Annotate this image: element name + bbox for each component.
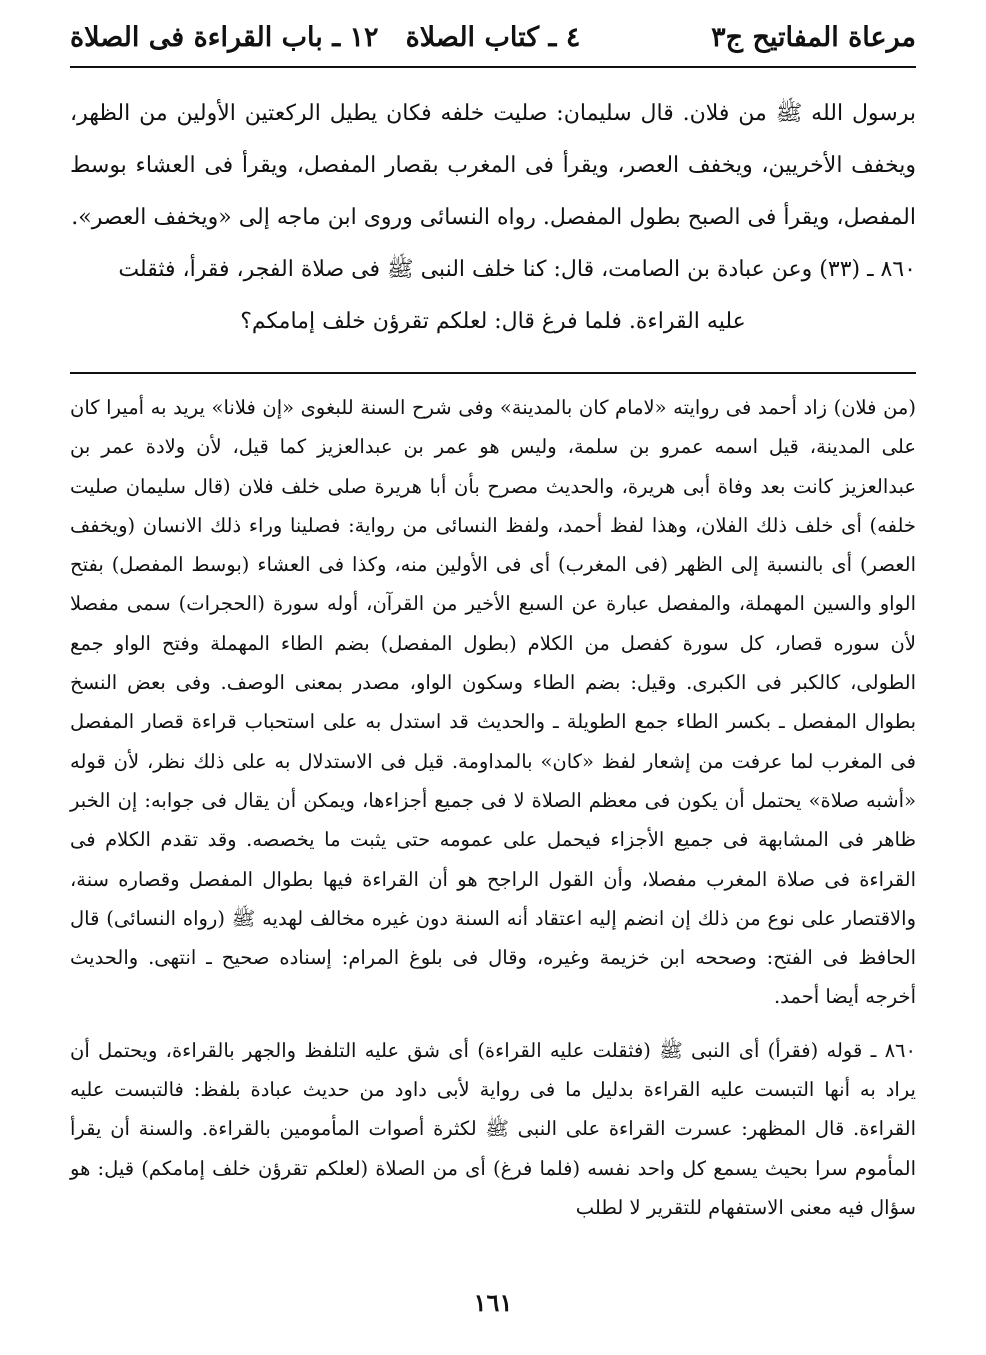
header-rule (70, 66, 916, 68)
header-chapter: ١٢ ـ باب القراءة فى الصلاة (70, 22, 379, 53)
commentary-paragraph-860: ٨٦٠ ـ قوله (فقرأ) أى النبى ﷺ (فثقلت عليه القراءة) أى شق عليه التلفظ والجهر بالقراءة، ويحتمل أن يراد به أنها التبست عليه القراءة بدليل ما فى رواية لأبى داود من حديث عبادة بلفظ: فالتبست عليه القراءة. قال المظهر: عسرت القراءة على النبى ﷺ لكثرة أصوات المأمومين بالقراءة. والسنة أن يقرأ المأموم سرا بحيث يسمع كل واحد نفسه (فلما فرغ) أى من الصلاة (لعلكم تقرؤن خلف إمامكم) قيل: هو سؤال فيه معنى الاستفهام للتقرير لا لطلب (70, 1038, 916, 1219)
hadith-860-paragraph: ٨٦٠ ـ (٣٣) وعن عبادة بن الصامت، قال: كنا خلف النبى ﷺ فى صلاة الفجر، فقرأ، فثقلت (118, 257, 916, 282)
hadith-paragraph: برسول الله ﷺ من فلان. قال سليمان: صليت خلفه فكان يطيل الركعتين الأولين من الظهر، ويخفف الأخريين، ويخفف العصر، ويقرأ فى المغرب بقصار المفصل، ويقرأ فى العشاء بوسط المفصل، ويقرأ فى الصبح بطول المفصل. رواه النسائى وروى ابن ماجه إلى «ويخفف العصر». (70, 101, 916, 230)
header-book-volume: مرعاة المفاتيح ج٣ (711, 22, 916, 53)
commentary (70, 388, 916, 1227)
running-header (70, 22, 916, 62)
commentary-divider (70, 372, 916, 374)
header-book-section: ٤ ـ كتاب الصلاة (405, 22, 581, 53)
commentary-paragraph: (من فلان) زاد أحمد فى روايته «لامام كان بالمدينة» وفى شرح السنة للبغوى «إن فلانا» يريد به أميرا كان على المدينة، قيل اسمه عمرو بن سلمة، وليس هو عمر بن عبدالعزيز كما قيل، لأن ولادة عمر بن عبدالعزيز كانت بعد وفاة أبى هريرة، والحديث مصرح بأن أبا هريرة صلى خلف فلان (قال سليمان صليت خلفه) أى خلف ذلك الفلان، وهذا لفظ أحمد، ولفظ النسائى من رواية: فصلينا وراء ذلك الانسان (ويخفف العصر) أى بالنسبة إلى الظهر (فى المغرب) أى فى الأولين منه، وكذا فى العشاء (بوسط المفصل) بفتح الواو والسين المهملة، والمفصل عبارة عن السبع الأخير من القرآن، أوله سورة (الحجرات) سمى مفصلا لأن سوره قصار، كل سورة كفصل من الكلام (بطول المفصل) بضم الطاء المهملة وفتح الواو جمع الطولى، كالكبر فى الكبرى. وقيل: بضم الطاء وسكون الواو، مصدر بمعنى الوصف. وفى بعض النسخ بطوال المفصل ـ بكسر الطاء جمع الطويلة ـ والحديث قد استدل به على استحباب قراءة قصار المفصل فى المغرب لما عرفت من إشعار لفظ «كان» بالمداومة. قيل فى الاستدلال به على ذلك نظر، لأن قوله «أشبه صلاة» يحتمل أن يكون فى معظم الصلاة لا فى جميع أجزاءها، ويمكن أن يقال فى جوابه: إن الخبر ظاهر فى المشابهة فى جميع الأجزاء فيحمل على عمومه حتى يثبت ما يخصصه. وقد تقدم الكلام فى القراءة فى صلاة المغرب مفصلا، وأن القول الراجح هو أن القراءة فيها بطوال المفصل وقصاره سنة، والاقتصار على نوع من ذلك إن انضم إليه اعتقاد أنه السنة دون غيره مخالف لهديه ﷺ (رواه النسائى) قال الحافظ فى الفتح: وصححه ابن خزيمة وغيره، وقال فى بلوغ المرام: إسناده صحيح ـ انتهى. والحديث أخرجه أيضا أحمد. (70, 396, 916, 1009)
hadith-860-continuation: عليه القراءة. فلما فرغ قال: لعلكم تقرؤن خلف إمامكم؟ (240, 309, 746, 334)
page-number: ١٦١ (473, 1288, 513, 1317)
hadith-text (70, 88, 916, 348)
